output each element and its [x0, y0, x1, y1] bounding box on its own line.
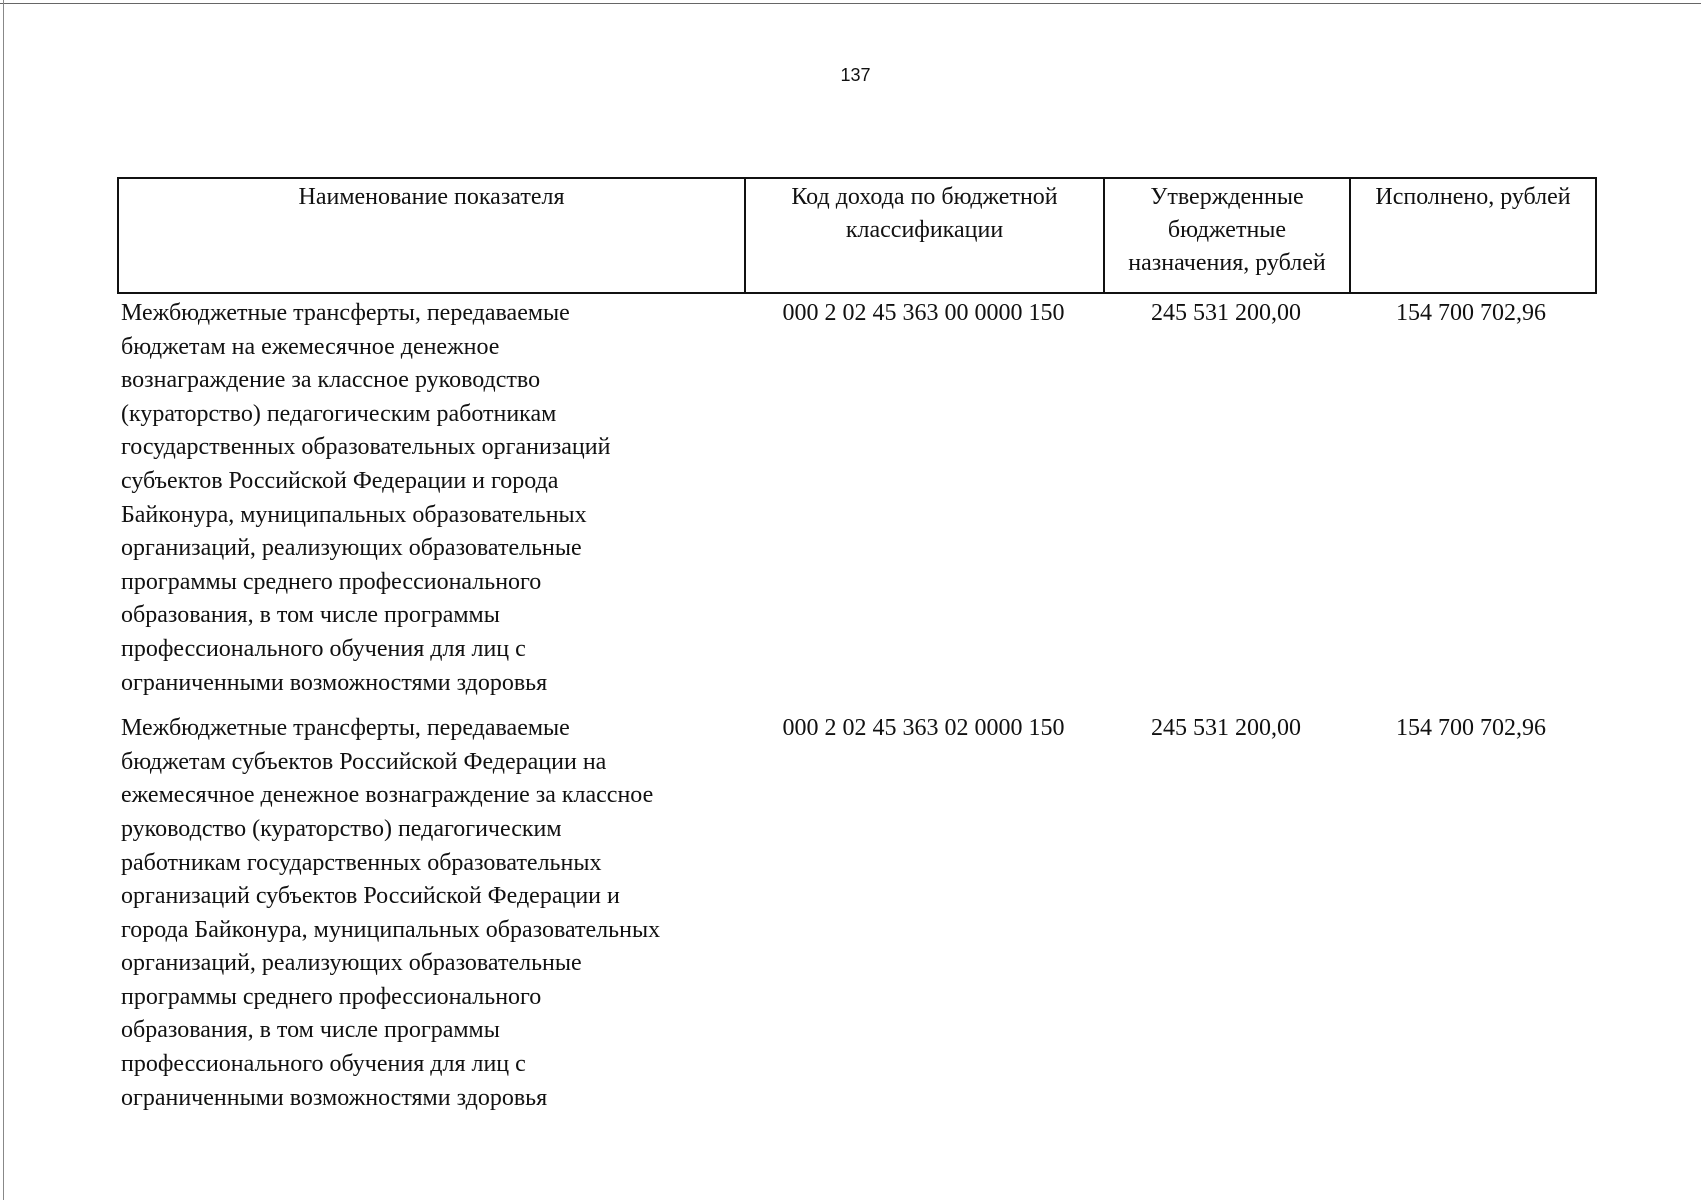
- name-line: вознаграждение за классное руководство: [121, 367, 541, 394]
- name-line: Межбюджетные трансферты, передаваемые: [121, 715, 570, 742]
- row-approved-amount: 245 531 200,00: [1151, 300, 1301, 326]
- name-line: программы среднего профессионального: [121, 568, 542, 595]
- name-line: Байконура, муниципальных образовательных: [121, 501, 587, 528]
- name-line: города Байконура, муниципальных образовательных: [121, 916, 661, 943]
- name-line: образования, в том числе программы: [121, 1017, 500, 1044]
- name-line: программы среднего профессионального: [121, 983, 542, 1010]
- name-line: ежемесячное денежное вознаграждение за классное: [121, 782, 654, 809]
- header-approved-appropriations: Утвержденные бюджетные назначения, рублей: [1105, 179, 1351, 292]
- name-line: бюджетам на ежемесячное денежное: [121, 333, 500, 360]
- page-number: 137: [840, 65, 871, 85]
- name-line: государственных образовательных организаций: [121, 434, 611, 461]
- name-line: Межбюджетные трансферты, передаваемые: [121, 300, 570, 326]
- header-revenue-code: Код дохода по бюджетной классификации: [746, 179, 1105, 292]
- name-line: организаций субъектов Российской Федерации и: [121, 883, 620, 910]
- name-line: субъектов Российской Федерации и города: [121, 467, 559, 494]
- row-executed-amount: 154 700 702,96: [1396, 715, 1546, 742]
- name-line: профессионального обучения для лиц с: [121, 1051, 526, 1078]
- name-line: организаций, реализующих образовательные: [121, 950, 582, 977]
- page-top-edge: [0, 3, 1701, 4]
- row-indicator-name: [117, 712, 744, 1115]
- row-revenue-code: 000 2 02 45 363 00 0000 150: [782, 300, 1065, 326]
- name-line: (кураторство) педагогическим работникам: [121, 400, 557, 427]
- table-header-row: [117, 177, 1597, 294]
- row-indicator-name: [117, 297, 744, 700]
- name-line: организаций, реализующих образовательные: [121, 535, 582, 562]
- name-line: ограниченными возможностями здоровья: [121, 1084, 548, 1111]
- page-left-edge: [3, 0, 4, 1200]
- row-revenue-code: 000 2 02 45 363 02 0000 150: [782, 715, 1065, 742]
- name-line: работникам государственных образовательных: [121, 849, 602, 876]
- row-approved-amount: 245 531 200,00: [1151, 715, 1301, 742]
- header-executed: Исполнено, рублей: [1375, 184, 1571, 210]
- name-line: руководство (кураторство) педагогическим: [121, 815, 562, 842]
- name-line: ограниченными возможностями здоровья: [121, 669, 548, 696]
- name-line: образования, в том числе программы: [121, 602, 500, 629]
- table-row: [117, 297, 1597, 700]
- header-indicator-name: Наименование показателя: [119, 179, 746, 292]
- name-line: профессионального обучения для лиц с: [121, 635, 526, 662]
- table-row: [117, 712, 1597, 1115]
- row-executed-amount: 154 700 702,96: [1396, 300, 1546, 326]
- name-line: бюджетам субъектов Российской Федерации на: [121, 748, 607, 775]
- revenue-table: [117, 177, 1597, 1115]
